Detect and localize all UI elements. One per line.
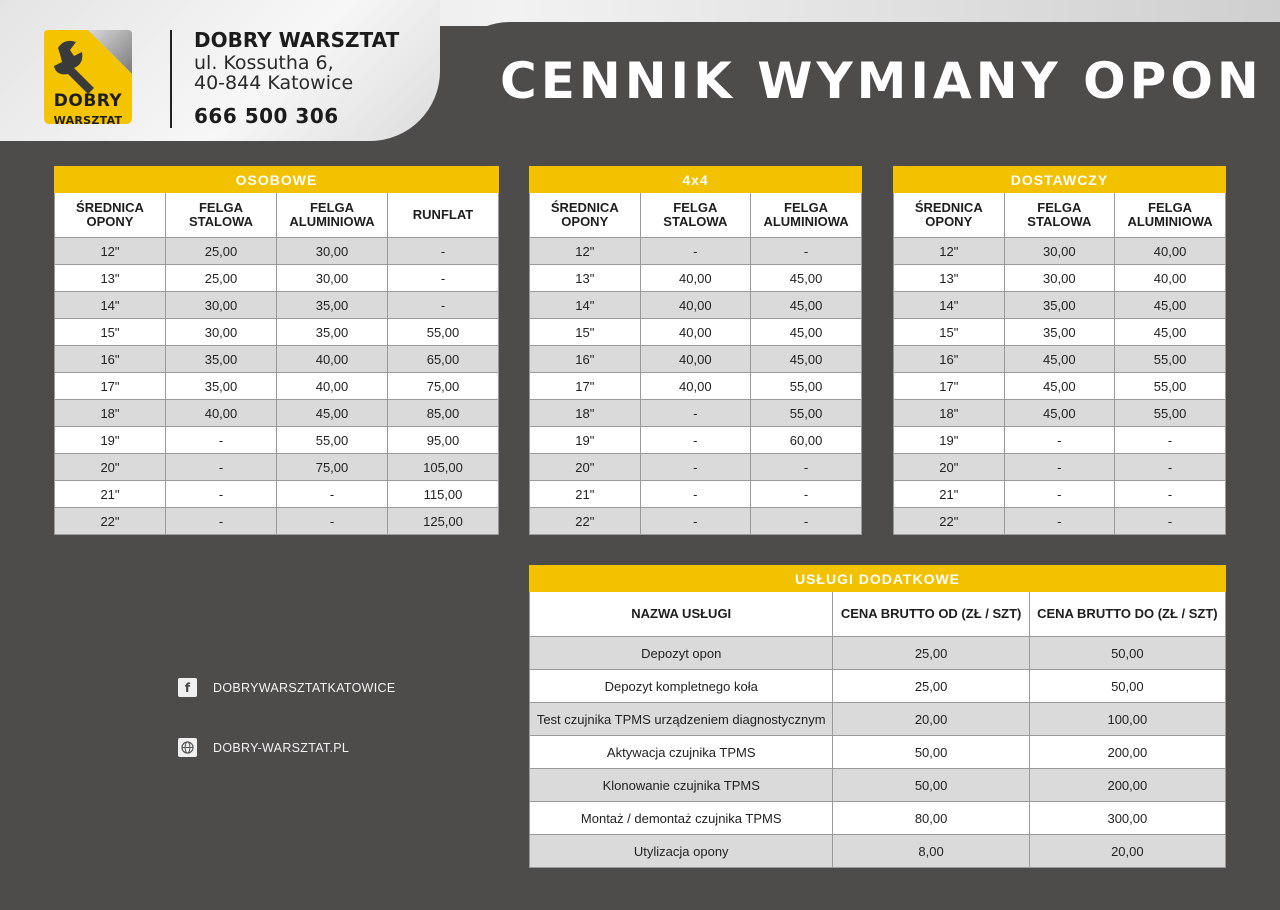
company-phone[interactable]: 666 500 306 <box>194 104 339 128</box>
company-street: ul. Kossutha 6, <box>194 52 334 74</box>
table-cell: 30,00 <box>166 292 277 319</box>
table-cell: - <box>640 508 751 535</box>
table-cell: 60,00 <box>751 427 862 454</box>
table-cell: 25,00 <box>166 238 277 265</box>
table-row <box>894 265 1226 292</box>
table-cell: - <box>166 508 277 535</box>
table-cell: 16" <box>55 346 166 373</box>
table-cell: 17" <box>530 373 641 400</box>
table-cell: 22" <box>894 508 1005 535</box>
table-heading: OSOBOWE <box>55 167 499 193</box>
table-row <box>894 373 1226 400</box>
table-cell: 115,00 <box>388 481 499 508</box>
website-link[interactable]: DOBRY-WARSZTAT.PL <box>213 740 350 755</box>
table-uslugi-dodatkowe <box>529 565 1226 868</box>
company-name: DOBRY WARSZTAT <box>194 28 400 52</box>
table-cell: 35,00 <box>166 346 277 373</box>
table-row <box>530 346 862 373</box>
table-row <box>894 508 1226 535</box>
table-row <box>55 292 499 319</box>
table-cell: 30,00 <box>1004 238 1115 265</box>
table-row <box>55 346 499 373</box>
table-cell: 45,00 <box>1004 373 1115 400</box>
table-cell: Test czujnika TPMS urządzeniem diagnostycznym <box>530 703 833 736</box>
table-cell: 15" <box>55 319 166 346</box>
column-header: CENA BRUTTO OD (ZŁ / SZT) <box>833 592 1029 637</box>
table-cell: - <box>751 481 862 508</box>
table-row <box>530 835 1226 868</box>
table-cell: 35,00 <box>1004 292 1115 319</box>
logo-text-bottom: WARSZTAT <box>53 114 123 127</box>
table-cell: 45,00 <box>751 265 862 292</box>
table-cell: 45,00 <box>1115 319 1226 346</box>
table-cell: - <box>1004 481 1115 508</box>
table-cell: - <box>277 508 388 535</box>
table-cell: Montaż / demontaż czujnika TPMS <box>530 802 833 835</box>
table-cell: 25,00 <box>833 637 1029 670</box>
table-row <box>894 346 1226 373</box>
table-osobowe <box>54 166 499 535</box>
table-cell: 40,00 <box>640 292 751 319</box>
table-cell: - <box>1115 508 1226 535</box>
table-row <box>530 319 862 346</box>
column-header: NAZWA USŁUGI <box>530 592 833 637</box>
table-row <box>894 400 1226 427</box>
table-cell: 22" <box>55 508 166 535</box>
table-cell: 16" <box>530 346 641 373</box>
table-cell: - <box>388 265 499 292</box>
table-row <box>55 427 499 454</box>
table-cell: 55,00 <box>1115 373 1226 400</box>
column-header: ŚREDNICA OPONY <box>530 193 641 238</box>
table-cell: 30,00 <box>1004 265 1115 292</box>
table-cell: 200,00 <box>1029 769 1225 802</box>
table-cell: 55,00 <box>1115 346 1226 373</box>
column-header: ŚREDNICA OPONY <box>894 193 1005 238</box>
table-cell: 14" <box>530 292 641 319</box>
table-cell: Klonowanie czujnika TPMS <box>530 769 833 802</box>
table-cell: - <box>640 400 751 427</box>
table-row <box>530 481 862 508</box>
table-cell: 16" <box>894 346 1005 373</box>
table-heading: DOSTAWCZY <box>894 167 1226 193</box>
table-cell: 55,00 <box>277 427 388 454</box>
table-cell: - <box>640 427 751 454</box>
table-cell: - <box>1004 454 1115 481</box>
table-cell: 50,00 <box>833 736 1029 769</box>
page-title: CENNIK WYMIANY OPON <box>500 52 1263 110</box>
table-cell: 45,00 <box>751 346 862 373</box>
table-cell: 20" <box>894 454 1005 481</box>
table-cell: Utylizacja opony <box>530 835 833 868</box>
table-cell: 35,00 <box>1004 319 1115 346</box>
column-header: FELGA STALOWA <box>166 193 277 238</box>
table-row <box>530 238 862 265</box>
table-cell: 45,00 <box>1004 400 1115 427</box>
table-heading: USŁUGI DODATKOWE <box>530 566 1226 592</box>
column-header: FELGA STALOWA <box>640 193 751 238</box>
facebook-icon: f <box>178 678 197 697</box>
column-header: FELGA STALOWA <box>1004 193 1115 238</box>
table-cell: 45,00 <box>751 292 862 319</box>
table-row <box>55 400 499 427</box>
table-cell: - <box>166 454 277 481</box>
column-header: FELGA ALUMINIOWA <box>277 193 388 238</box>
table-cell: 17" <box>55 373 166 400</box>
table-cell: 45,00 <box>277 400 388 427</box>
table-cell: - <box>388 238 499 265</box>
table-cell: 12" <box>55 238 166 265</box>
table-cell: 55,00 <box>1115 400 1226 427</box>
table-cell: 35,00 <box>166 373 277 400</box>
table-cell: - <box>388 292 499 319</box>
table-cell: - <box>640 481 751 508</box>
table-cell: 12" <box>530 238 641 265</box>
table-cell: - <box>1115 481 1226 508</box>
table-cell: 50,00 <box>1029 670 1225 703</box>
table-cell: 45,00 <box>1004 346 1115 373</box>
table-cell: 40,00 <box>640 319 751 346</box>
table-cell: - <box>277 481 388 508</box>
table-row <box>530 670 1226 703</box>
table-cell: 30,00 <box>277 238 388 265</box>
table-cell: - <box>1004 508 1115 535</box>
logo-text-top: DOBRY <box>53 91 123 111</box>
table-heading: 4x4 <box>530 167 862 193</box>
table-row <box>55 373 499 400</box>
table-cell: 13" <box>530 265 641 292</box>
table-cell: 40,00 <box>640 265 751 292</box>
table-cell: - <box>751 238 862 265</box>
table-cell: 35,00 <box>277 319 388 346</box>
table-cell: 95,00 <box>388 427 499 454</box>
table-cell: 18" <box>894 400 1005 427</box>
table-cell: 85,00 <box>388 400 499 427</box>
table-cell: 30,00 <box>277 265 388 292</box>
table-row <box>55 238 499 265</box>
company-logo <box>44 28 132 130</box>
table-cell: - <box>166 427 277 454</box>
table-row <box>530 637 1226 670</box>
table-cell: 20,00 <box>833 703 1029 736</box>
table-cell: - <box>640 454 751 481</box>
table-row <box>530 265 862 292</box>
company-city: 40-844 Katowice <box>194 72 354 94</box>
table-4x4 <box>529 166 862 535</box>
table-cell: 40,00 <box>640 373 751 400</box>
table-cell: - <box>640 238 751 265</box>
table-cell: 13" <box>894 265 1005 292</box>
table-cell: 14" <box>55 292 166 319</box>
table-row <box>530 703 1226 736</box>
table-dostawczy <box>893 166 1226 535</box>
table-row <box>530 427 862 454</box>
table-cell: 20,00 <box>1029 835 1225 868</box>
table-row <box>55 508 499 535</box>
table-cell: - <box>1115 454 1226 481</box>
table-cell: 55,00 <box>388 319 499 346</box>
column-header: FELGA ALUMINIOWA <box>751 193 862 238</box>
table-row <box>55 319 499 346</box>
table-cell: 13" <box>55 265 166 292</box>
column-header: ŚREDNICA OPONY <box>55 193 166 238</box>
table-row <box>894 238 1226 265</box>
table-row <box>894 454 1226 481</box>
table-cell: 19" <box>55 427 166 454</box>
table-cell: 55,00 <box>751 373 862 400</box>
table-cell: 19" <box>530 427 641 454</box>
table-cell: 40,00 <box>1115 265 1226 292</box>
table-cell: 80,00 <box>833 802 1029 835</box>
table-cell: 45,00 <box>751 319 862 346</box>
table-row <box>530 400 862 427</box>
table-row <box>530 736 1226 769</box>
table-cell: 15" <box>530 319 641 346</box>
table-cell: 40,00 <box>1115 238 1226 265</box>
table-cell: - <box>1115 427 1226 454</box>
table-row <box>894 292 1226 319</box>
table-cell: Depozyt opon <box>530 637 833 670</box>
table-row <box>894 319 1226 346</box>
table-cell: 17" <box>894 373 1005 400</box>
table-row <box>530 508 862 535</box>
table-cell: 75,00 <box>388 373 499 400</box>
header-divider <box>170 30 172 128</box>
table-cell: - <box>751 508 862 535</box>
table-cell: Depozyt kompletnego koła <box>530 670 833 703</box>
table-cell: 15" <box>894 319 1005 346</box>
table-row <box>530 292 862 319</box>
table-cell: 300,00 <box>1029 802 1225 835</box>
table-cell: 75,00 <box>277 454 388 481</box>
table-cell: 45,00 <box>1115 292 1226 319</box>
table-cell: 100,00 <box>1029 703 1225 736</box>
table-row <box>530 454 862 481</box>
table-cell: 25,00 <box>833 670 1029 703</box>
table-row <box>55 481 499 508</box>
table-cell: - <box>751 454 862 481</box>
table-cell: 125,00 <box>388 508 499 535</box>
column-header: FELGA ALUMINIOWA <box>1115 193 1226 238</box>
table-cell: 35,00 <box>277 292 388 319</box>
table-cell: 105,00 <box>388 454 499 481</box>
table-row <box>894 481 1226 508</box>
table-cell: 50,00 <box>1029 637 1225 670</box>
table-cell: 18" <box>530 400 641 427</box>
table-cell: - <box>1004 427 1115 454</box>
column-header: RUNFLAT <box>388 193 499 238</box>
table-cell: 55,00 <box>751 400 862 427</box>
table-cell: 12" <box>894 238 1005 265</box>
table-cell: 21" <box>55 481 166 508</box>
table-cell: 18" <box>55 400 166 427</box>
table-cell: 22" <box>530 508 641 535</box>
table-row <box>530 373 862 400</box>
table-cell: 19" <box>894 427 1005 454</box>
table-row <box>55 454 499 481</box>
table-row <box>894 427 1226 454</box>
table-cell: 14" <box>894 292 1005 319</box>
table-cell: 20" <box>530 454 641 481</box>
table-cell: 21" <box>894 481 1005 508</box>
table-cell: 21" <box>530 481 641 508</box>
globe-icon <box>178 738 197 757</box>
table-cell: 20" <box>55 454 166 481</box>
facebook-handle[interactable]: DOBRYWARSZTATKATOWICE <box>213 680 396 695</box>
table-row <box>530 802 1226 835</box>
table-row <box>55 265 499 292</box>
social-facebook[interactable] <box>178 678 395 697</box>
column-header: CENA BRUTTO DO (ZŁ / SZT) <box>1029 592 1225 637</box>
table-cell: 30,00 <box>166 319 277 346</box>
table-cell: 40,00 <box>277 346 388 373</box>
table-cell: - <box>166 481 277 508</box>
table-cell: 50,00 <box>833 769 1029 802</box>
table-cell: 25,00 <box>166 265 277 292</box>
table-cell: 40,00 <box>640 346 751 373</box>
table-row <box>530 769 1226 802</box>
table-cell: 8,00 <box>833 835 1029 868</box>
table-cell: 65,00 <box>388 346 499 373</box>
social-website[interactable] <box>178 738 349 757</box>
table-cell: 40,00 <box>166 400 277 427</box>
table-cell: Aktywacja czujnika TPMS <box>530 736 833 769</box>
table-cell: 200,00 <box>1029 736 1225 769</box>
table-cell: 40,00 <box>277 373 388 400</box>
